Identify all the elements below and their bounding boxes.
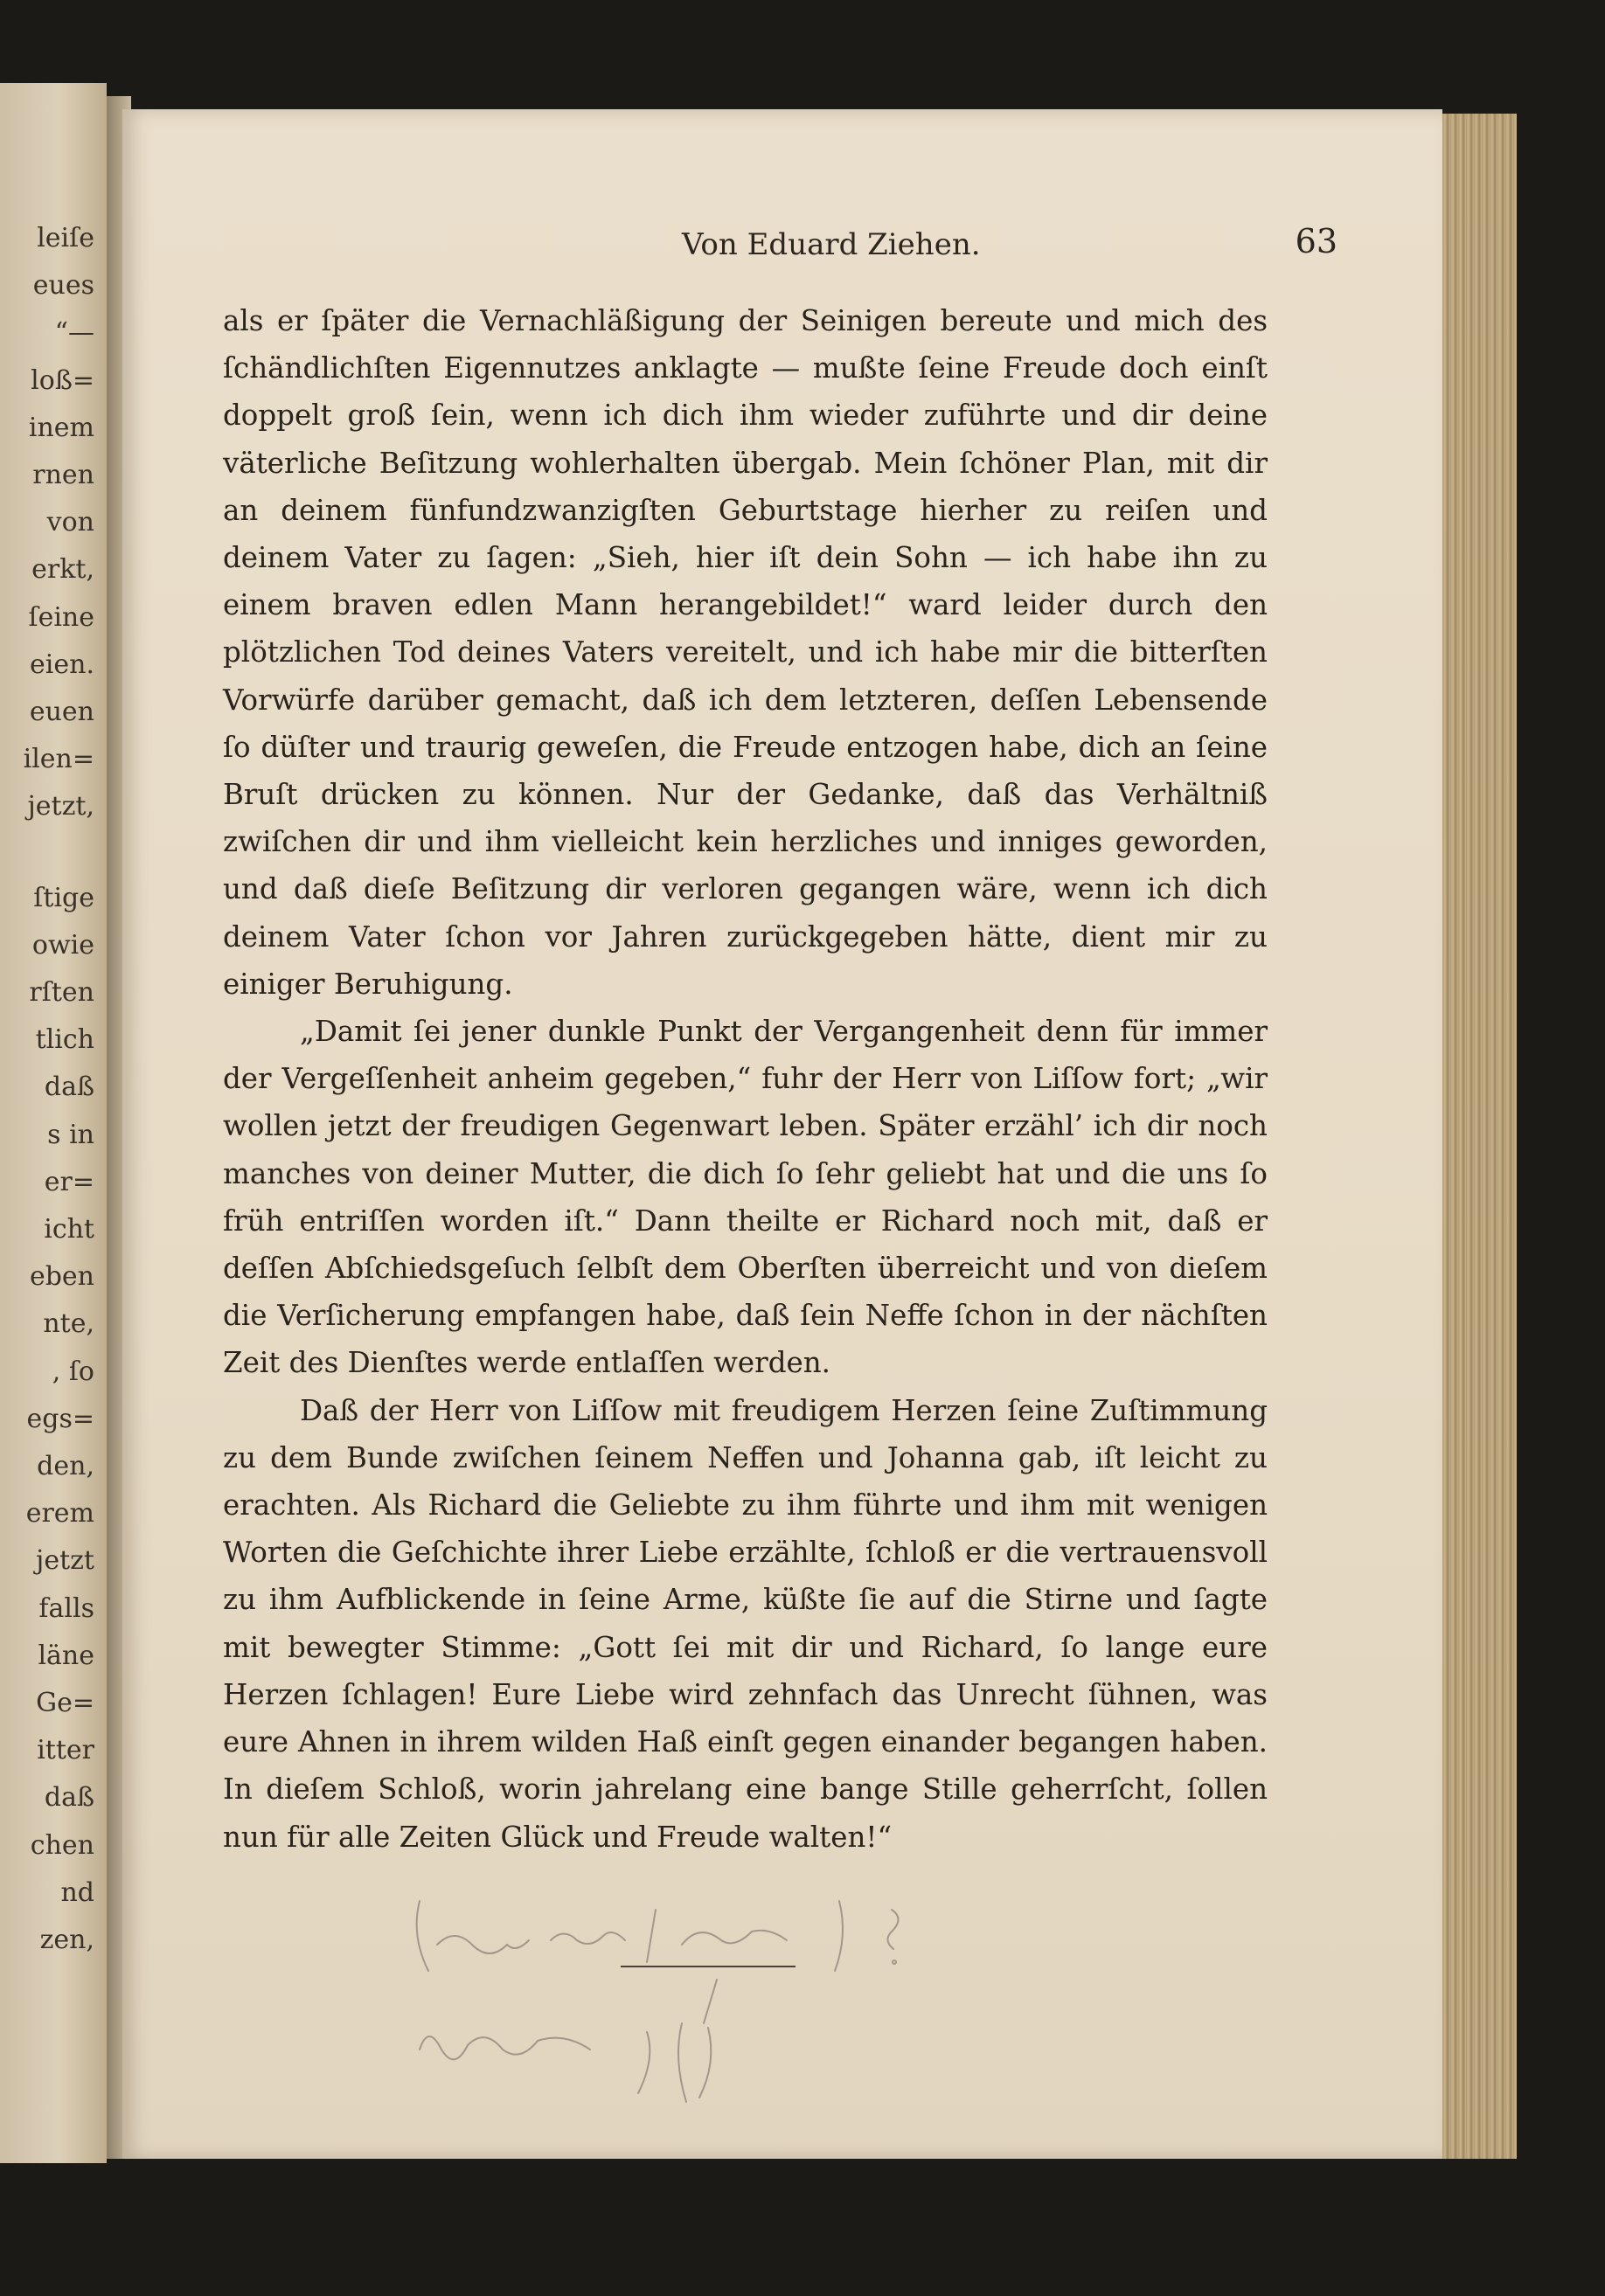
left-page-fragment: rnen bbox=[32, 460, 94, 490]
left-page-fragment: von bbox=[46, 507, 94, 538]
left-page-fragment: “— bbox=[54, 317, 94, 349]
page-edges bbox=[1442, 114, 1517, 2159]
paragraph-2: „Damit ſei jener dunkle Punkt der Vergangenheit denn für immer der Vergeſſenheit anheim gegeben,“ fuhr der Herr von Liſſow fort; „wir wollen jetzt der freudigen Gegenwart leben. Später erzähl’ ich dir noch manches von deiner Mutter, die dich ſo ſehr geliebt hat und die uns ſo früh entriſſen worden iſt.“ Dann theilte er Richard noch mit, daß er deſſen Abſchiedsgeſuch ſelbſt dem Oberſten überreicht und von dieſem die Verſicherung empfangen habe, daß ſein Neffe ſchon in der nächſten Zeit des Dienſtes werde entlaſſen werden. bbox=[223, 1015, 1268, 1380]
left-page-fragment: nd bbox=[60, 1876, 94, 1908]
left-page-fragment: ſtige bbox=[33, 882, 94, 913]
left-page-fragment: läne bbox=[38, 1640, 94, 1671]
left-page-fragment: leiſe bbox=[37, 223, 94, 253]
left-page-fragment: den, bbox=[37, 1451, 94, 1481]
left-page-fragment: erkt, bbox=[31, 554, 94, 586]
body-text bbox=[223, 297, 1268, 1861]
left-page-fragment: ſeine bbox=[28, 601, 94, 633]
left-page-fragment: euen bbox=[29, 697, 94, 727]
left-page-fragment: eien. bbox=[30, 649, 94, 680]
left-page-fragment: erem bbox=[25, 1498, 94, 1530]
left-page-fragment: itter bbox=[37, 1735, 94, 1766]
left-page-fragment: owie bbox=[31, 929, 94, 961]
left-page-fragment: zen, bbox=[39, 1925, 94, 1955]
paragraph-1: als er ſpäter die Vernachläßigung der Seinigen bereute und mich des ſchändlichſten Eigennutzes anklagte — mußte ſeine Freude doch einſt doppelt groß ſein, wenn ich dich ihm wieder zuführte und dir deine väterliche Beſitzung wohlerhalten übergab. Mein ſchöner Plan, mit dir an deinem fünfundzwanzigſten Geburtstage hierher zu reiſen und deinem Vater zu ſagen: „Sieh, hier iſt dein Sohn — ich habe ihn zu einem braven edlen Mann herangebildet!“ ward leider durch den plötzlichen Tod deines Vaters vereitelt, und ich habe mir die bitterſten Vorwürfe darüber gemacht, daß ich dem letzteren, deſſen Lebensende ſo düſter und traurig geweſen, die Freude entzogen habe, dich an ſeine Bruſt drücken zu können. Nur der Gedanke, daß das Verhältniß zwiſchen dir und ihm vielleicht kein herzliches und inniges geworden, und daß dieſe Beſitzung dir verloren gegangen wäre, wenn ich dich deinem Vater ſchon vor Jahren zurückgegeben hätte, dient mir zu einiger Beruhigung. bbox=[223, 304, 1268, 1001]
right-page bbox=[122, 109, 1442, 2159]
left-page-fragment: egs= bbox=[26, 1403, 94, 1434]
pencil-scribble-icon bbox=[367, 1883, 1154, 2111]
left-page-fragment: , ſo bbox=[52, 1356, 94, 1387]
left-page-fragment: s in bbox=[47, 1119, 94, 1150]
left-page-fragment: nte, bbox=[43, 1308, 94, 1340]
left-page-edge bbox=[0, 83, 107, 2163]
left-page-fragment: Ge= bbox=[36, 1688, 94, 1718]
left-page-fragment: icht bbox=[44, 1214, 94, 1245]
pencil-annotation bbox=[367, 1883, 1154, 2111]
left-page-fragment: eben bbox=[29, 1261, 94, 1293]
left-page-fragment: er= bbox=[44, 1166, 94, 1197]
left-page-fragment: ilen= bbox=[23, 744, 94, 775]
left-page-fragment: daß bbox=[44, 1782, 94, 1814]
left-page-fragment: rſten bbox=[29, 977, 94, 1008]
paragraph-3: Daß der Herr von Liſſow mit freudigem Herzen ſeine Zuſtimmung zu dem Bunde zwiſchen ſeinem Neffen und Johanna gab, iſt leicht zu erachten. Als Richard die Geliebte zu ihm führte und ihm mit wenigen Worten die Geſchichte ihrer Liebe erzählte, ſchloß er die vertrauensvoll zu ihm Aufblickende in ſeine Arme, küßte ſie auf die Stirne und ſagte mit bewegter Stimme: „Gott ſei mit dir und Richard, ſo lange eure Herzen ſchlagen! Eure Liebe wird zehnfach das Unrecht ſühnen, was eure Ahnen in ihrem wilden Haß einſt gegen einander begangen haben. In dieſem Schloß, worin jahrelang eine bange Stille geherrſcht, ſollen nun für alle Zeiten Glück und Freude walten!“ bbox=[223, 1393, 1268, 1854]
left-page-fragment: chen bbox=[30, 1829, 94, 1861]
left-page-fragment: jetzt bbox=[36, 1545, 94, 1577]
left-page-fragment: inem bbox=[28, 412, 94, 443]
page-header bbox=[219, 222, 1338, 280]
left-page-fragment: tlich bbox=[35, 1024, 94, 1056]
left-page-fragment: eues bbox=[32, 270, 94, 302]
left-page-fragment: jetzt, bbox=[27, 791, 94, 822]
left-page-fragment: loß= bbox=[31, 364, 94, 396]
left-page-fragment: daß bbox=[44, 1072, 94, 1103]
left-page-fragment: falls bbox=[38, 1592, 94, 1624]
running-head: Von Eduard Ziehen. bbox=[682, 227, 981, 262]
page-number: 63 bbox=[1295, 222, 1338, 260]
